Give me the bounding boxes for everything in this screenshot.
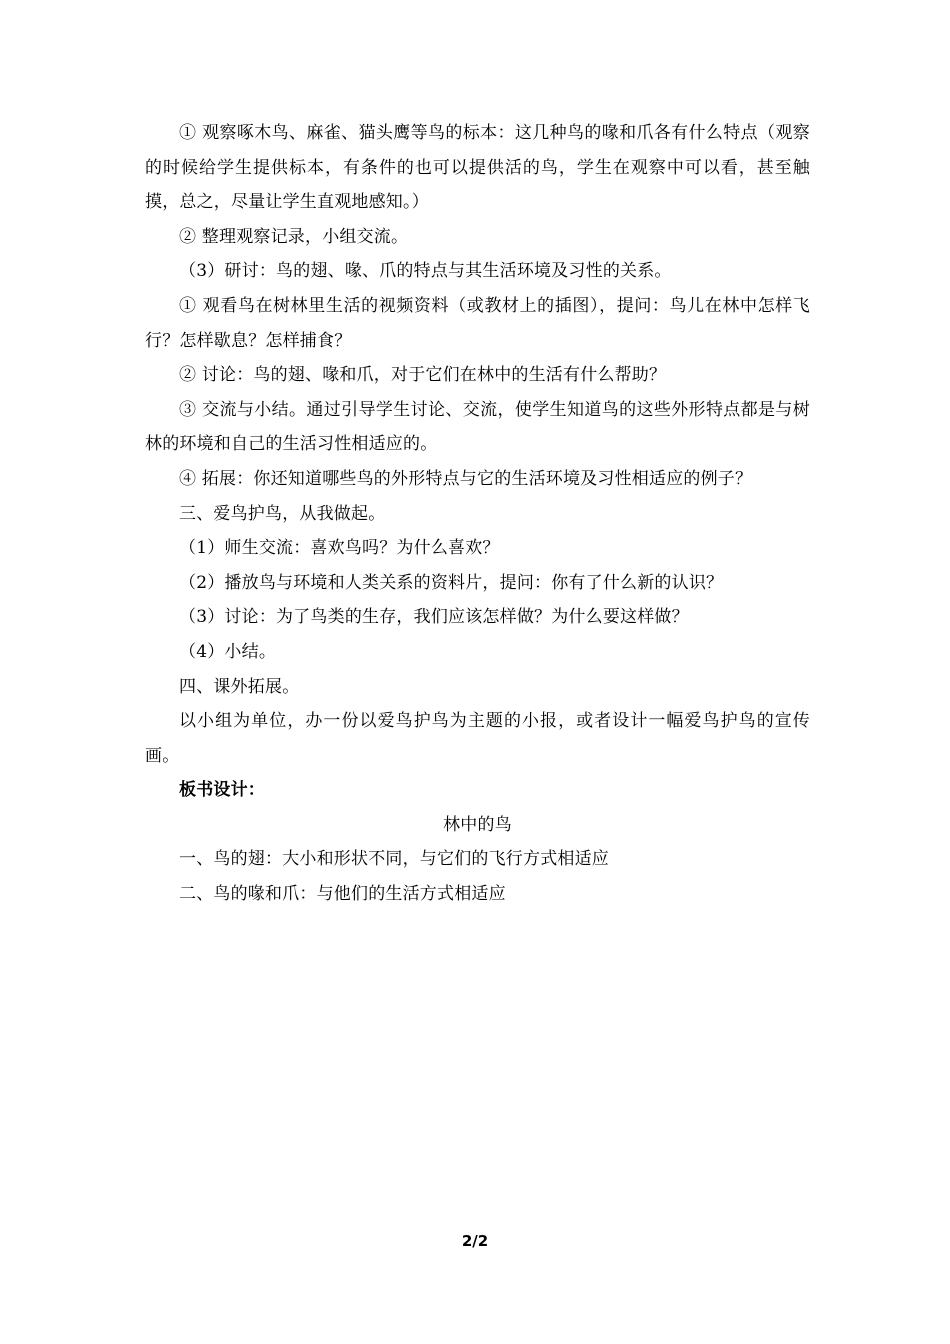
paragraph-discuss-survival: （3）讨论：为了鸟类的生存，我们应该怎样做？为什么要这样做？	[179, 607, 689, 628]
blackboard-title: 林中的鸟	[443, 814, 512, 835]
section-heading-extracurricular: 四、课外拓展。	[179, 676, 300, 697]
paragraph-summary: ③ 交流与小结。通过引导学生讨论、交流，使学生知道鸟的这些外形特点都是与树林的环境和自己的生活习性相适应的。	[145, 399, 810, 455]
blackboard-point-beak-claws: 二、鸟的喙和爪：与他们的生活方式相适应	[179, 884, 506, 905]
section-heading-protect-birds: 三、爱鸟护鸟，从我做起。	[179, 503, 386, 524]
paragraph-conclusion: （4）小结。	[179, 641, 277, 662]
page-number: 2/2	[461, 1232, 489, 1250]
blackboard-design-heading: 板书设计：	[179, 780, 265, 801]
paragraph-discuss-help: ② 讨论：鸟的翅、喙和爪，对于它们在林中的生活有什么帮助？	[179, 365, 667, 386]
paragraph-extension-question: ④ 拓展：你还知道哪些鸟的外形特点与它的生活环境及习性相适应的例子？	[179, 468, 753, 489]
paragraph-play-film: （2）播放鸟与环境和人类关系的资料片，提问：你有了什么新的认识？	[179, 572, 724, 593]
paragraph-discussion-heading: （3）研讨：鸟的翅、喙、爪的特点与其生活环境及习性的关系。	[179, 261, 672, 282]
paragraph-watch-video: ① 观看鸟在树林里生活的视频资料（或教材上的插图），提问：鸟儿在林中怎样飞行？怎样歇息？怎样捕食？	[145, 295, 810, 351]
paragraph-teacher-student-talk: （1）师生交流：喜欢鸟吗？为什么喜欢？	[179, 538, 500, 559]
paragraph-organize-records: ② 整理观察记录，小组交流。	[179, 226, 409, 247]
document-body	[145, 116, 810, 912]
paragraph-group-newspaper: 以小组为单位，办一份以爱鸟护鸟为主题的小报，或者设计一幅爱鸟护鸟的宣传画。	[145, 711, 810, 766]
paragraph-observe-specimens: ① 观察啄木鸟、麻雀、猫头鹰等鸟的标本：这几种鸟的喙和爪各有什么特点（观察的时候给学生提供标本，有条件的也可以提供活的鸟，学生在观察中可以看，甚至触摸，总之，尽量让学生直观地感知。）	[145, 123, 810, 213]
blackboard-point-wings: 一、鸟的翅：大小和形状不同，与它们的飞行方式相适应	[179, 849, 609, 870]
